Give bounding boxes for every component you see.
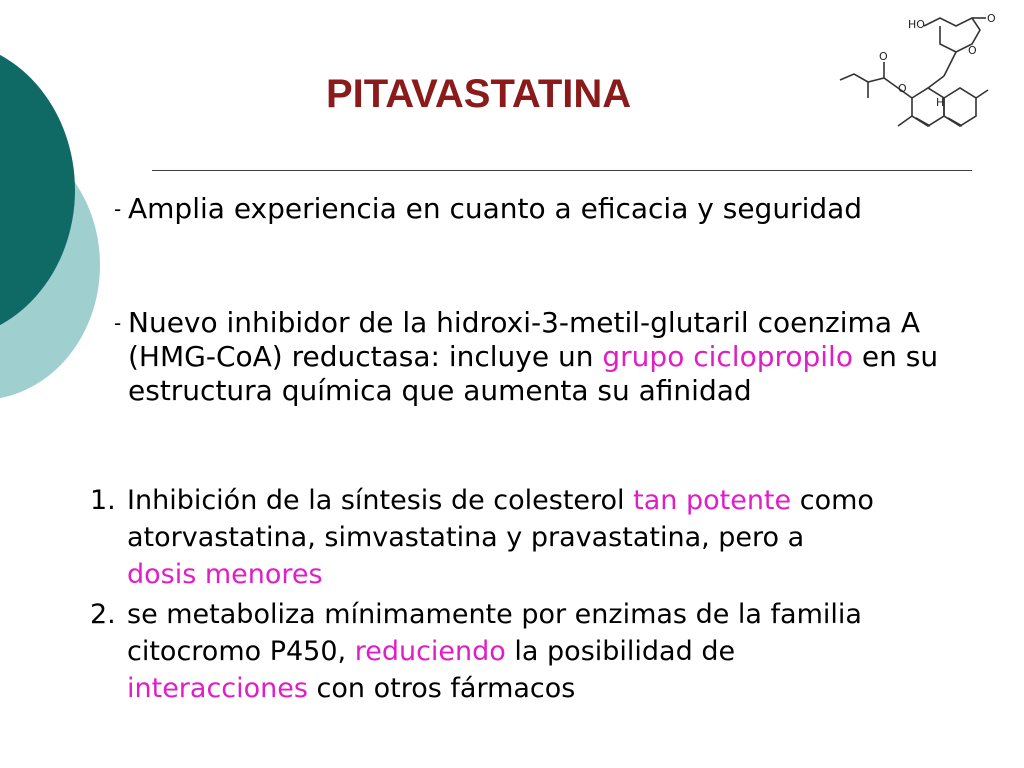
highlight-text: dosis menores [127, 559, 323, 590]
numbered-text: con otros fármacos [307, 673, 576, 704]
numbered-text: Inhibición de la síntesis de colesterol [127, 485, 634, 516]
bullet-text: Nuevo inhibidor de la hidroxi-3-metil-glutaril coenzima A (HMG-CoA) reductasa: incluye un [128, 306, 921, 373]
numbered-line [90, 633, 1010, 670]
numbered-label: 2. [90, 599, 116, 630]
numbered-text: se metaboliza mínimamente por enzimas de la familia [127, 599, 862, 630]
numbered-label: 1. [90, 485, 116, 516]
molecule-label: HO [908, 18, 925, 31]
numbered-item [90, 482, 1010, 593]
molecule-label: O [898, 82, 907, 95]
highlight-text: reduciendo [354, 636, 506, 667]
highlight-text: tan potente [633, 485, 792, 516]
molecule-label: O [879, 50, 888, 63]
numbered-text: la posibilidad de [505, 636, 736, 667]
highlight-text: interacciones [127, 673, 308, 704]
title-divider [152, 170, 972, 171]
bullet-text: en su estructura química que aumenta su afinidad [128, 340, 939, 407]
molecule-label: H [936, 96, 945, 109]
numbered-text: como [791, 485, 874, 516]
numbered-text: citocromo P450, [127, 636, 355, 667]
bullet-item [114, 192, 888, 226]
numbered-text: atorvastatina, simvastatina y pravastatina, pero a [127, 522, 805, 553]
slide-title: PITAVASTATINA [326, 72, 632, 116]
bullet-marker: - [114, 311, 122, 335]
numbered-line [90, 670, 1010, 707]
molecule-label: O [968, 44, 977, 57]
highlight-text: grupo ciclopropilo [602, 340, 853, 373]
molecule-structure-image [832, 6, 1022, 156]
bullet-marker: - [114, 197, 122, 221]
bullet-item [114, 306, 988, 408]
molecule-label: O [987, 12, 996, 25]
bullet-text: Amplia experiencia en cuanto a eficacia y seguridad [128, 192, 863, 225]
numbered-item [90, 596, 1010, 707]
